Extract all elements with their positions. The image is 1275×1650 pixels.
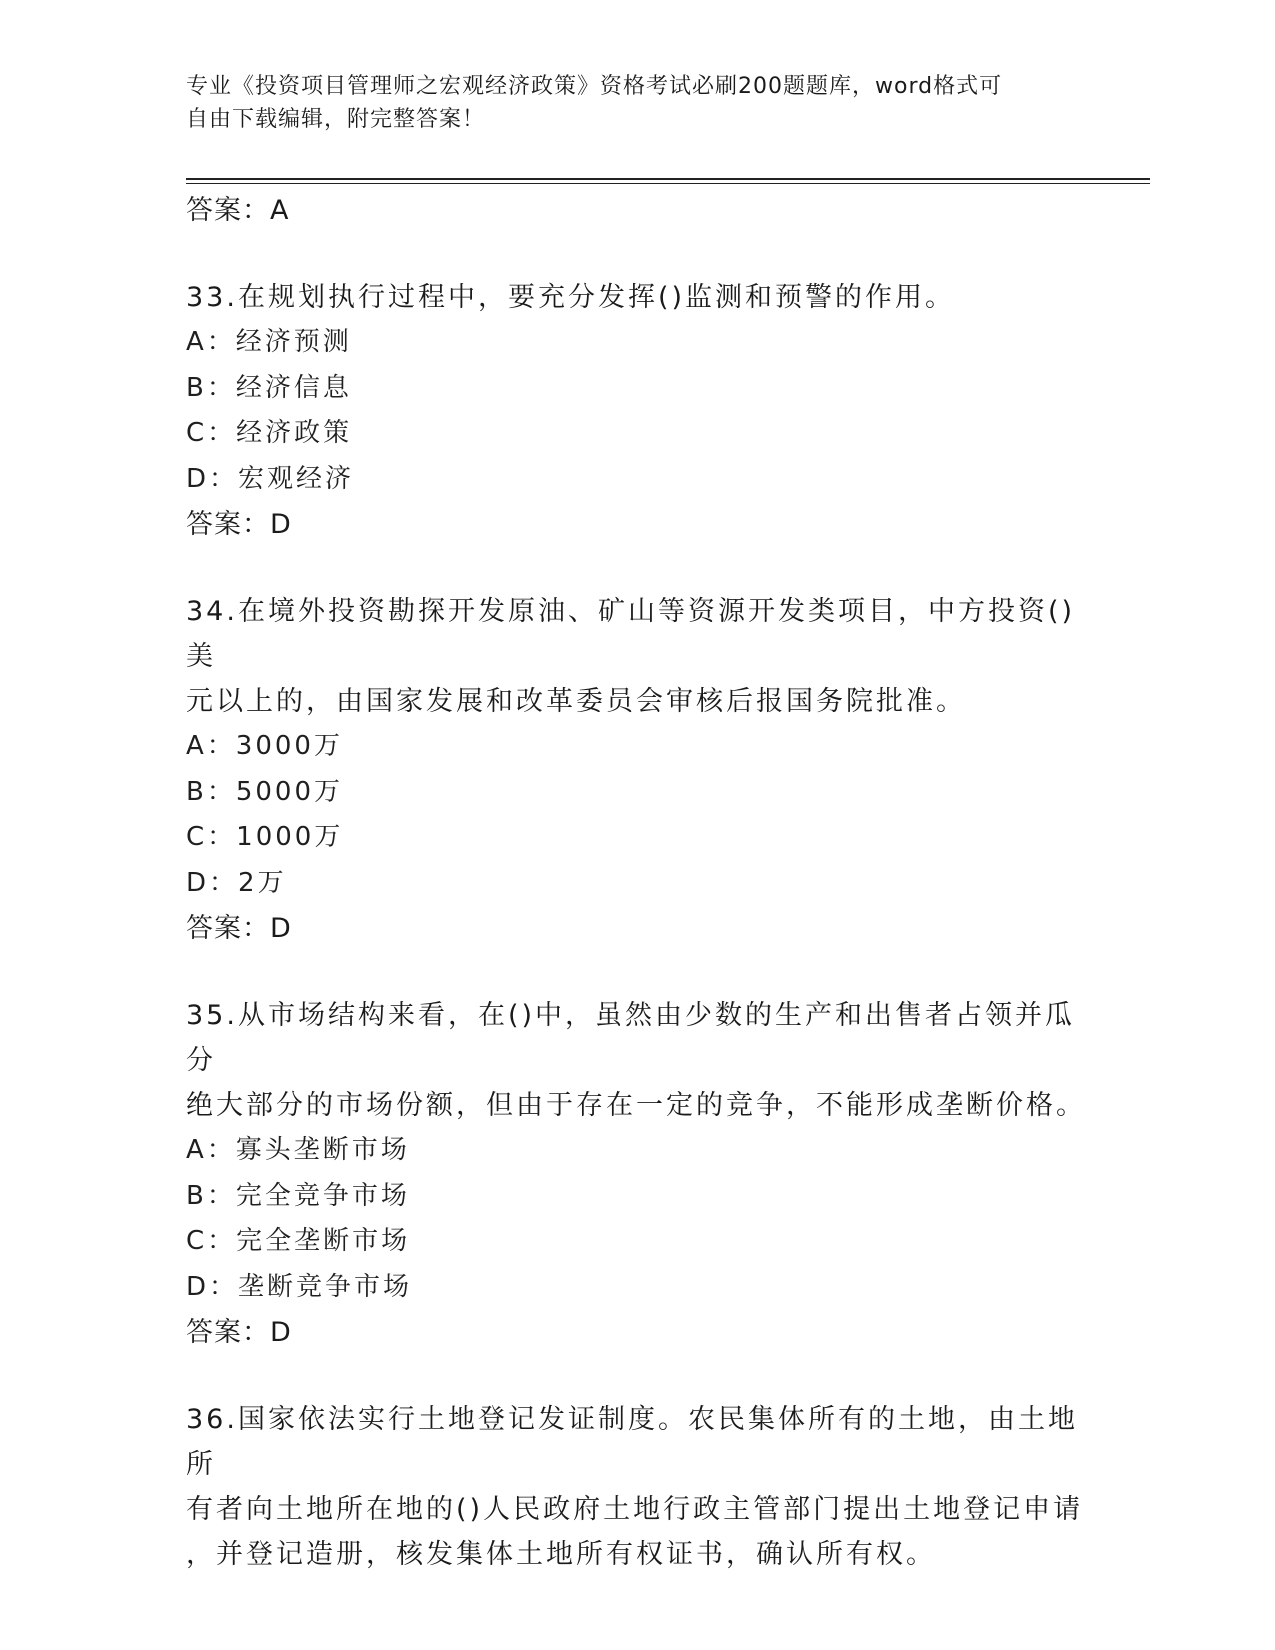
question-text-line-2: 有者向土地所在地的()人民政府土地行政主管部门提出土地登记申请 bbox=[186, 1494, 1084, 1525]
option-d: D：垄断竞争市场 bbox=[186, 1271, 413, 1302]
question-text-line-2: 绝大部分的市场份额，但由于存在一定的竞争，不能形成垄断价格。 bbox=[186, 1090, 1086, 1121]
question-text-line-2: 元以上的，由国家发展和改革委员会审核后报国务院批准。 bbox=[186, 686, 966, 717]
option-a: A：寡头垄断市场 bbox=[186, 1135, 410, 1165]
question-36 bbox=[186, 1397, 1086, 1577]
option-b: B：5000万 bbox=[186, 776, 344, 807]
answer-line: 答案：D bbox=[186, 509, 292, 540]
option-c: C：完全垄断市场 bbox=[186, 1226, 411, 1256]
answer-line: 答案：A bbox=[186, 195, 290, 226]
option-c: C：1000万 bbox=[186, 822, 344, 852]
option-a: A：3000万 bbox=[186, 731, 343, 761]
question-34 bbox=[186, 589, 1086, 951]
page-header bbox=[186, 70, 1066, 136]
option-b: B：完全竞争市场 bbox=[186, 1180, 410, 1211]
question-text-line-1: 34.在境外投资勘探开发原油、矿山等资源开发类项目，中方投资()美 bbox=[186, 596, 1076, 672]
header-rule-thin bbox=[186, 183, 1150, 184]
option-d: D：2万 bbox=[186, 867, 287, 898]
option-a: A：经济预测 bbox=[186, 327, 352, 357]
question-text: 33.在规划执行过程中，要充分发挥()监测和预警的作用。 bbox=[186, 282, 956, 313]
header-line-1: 专业《投资项目管理师之宏观经济政策》资格考试必刷200题题库，word格式可 bbox=[186, 74, 1003, 99]
answer-line: 答案：D bbox=[186, 1317, 292, 1348]
option-b: B：经济信息 bbox=[186, 372, 352, 403]
header-line-2: 自由下载编辑，附完整答案！ bbox=[186, 107, 486, 132]
question-33 bbox=[186, 275, 1086, 547]
header-rule-thick bbox=[186, 178, 1150, 180]
option-d: D：宏观经济 bbox=[186, 463, 355, 494]
option-c: C：经济政策 bbox=[186, 418, 353, 448]
answer-line: 答案：D bbox=[186, 913, 292, 944]
question-text-line-1: 36.国家依法实行土地登记发证制度。农民集体所有的土地，由土地所 bbox=[186, 1404, 1078, 1480]
question-35 bbox=[186, 993, 1086, 1355]
question-content bbox=[186, 188, 1086, 1577]
question-text-line-1: 35.从市场结构来看，在()中，虽然由少数的生产和出售者占领并瓜分 bbox=[186, 1000, 1076, 1076]
question-text-line-3: ，并登记造册，核发集体土地所有权证书，确认所有权。 bbox=[186, 1539, 936, 1570]
